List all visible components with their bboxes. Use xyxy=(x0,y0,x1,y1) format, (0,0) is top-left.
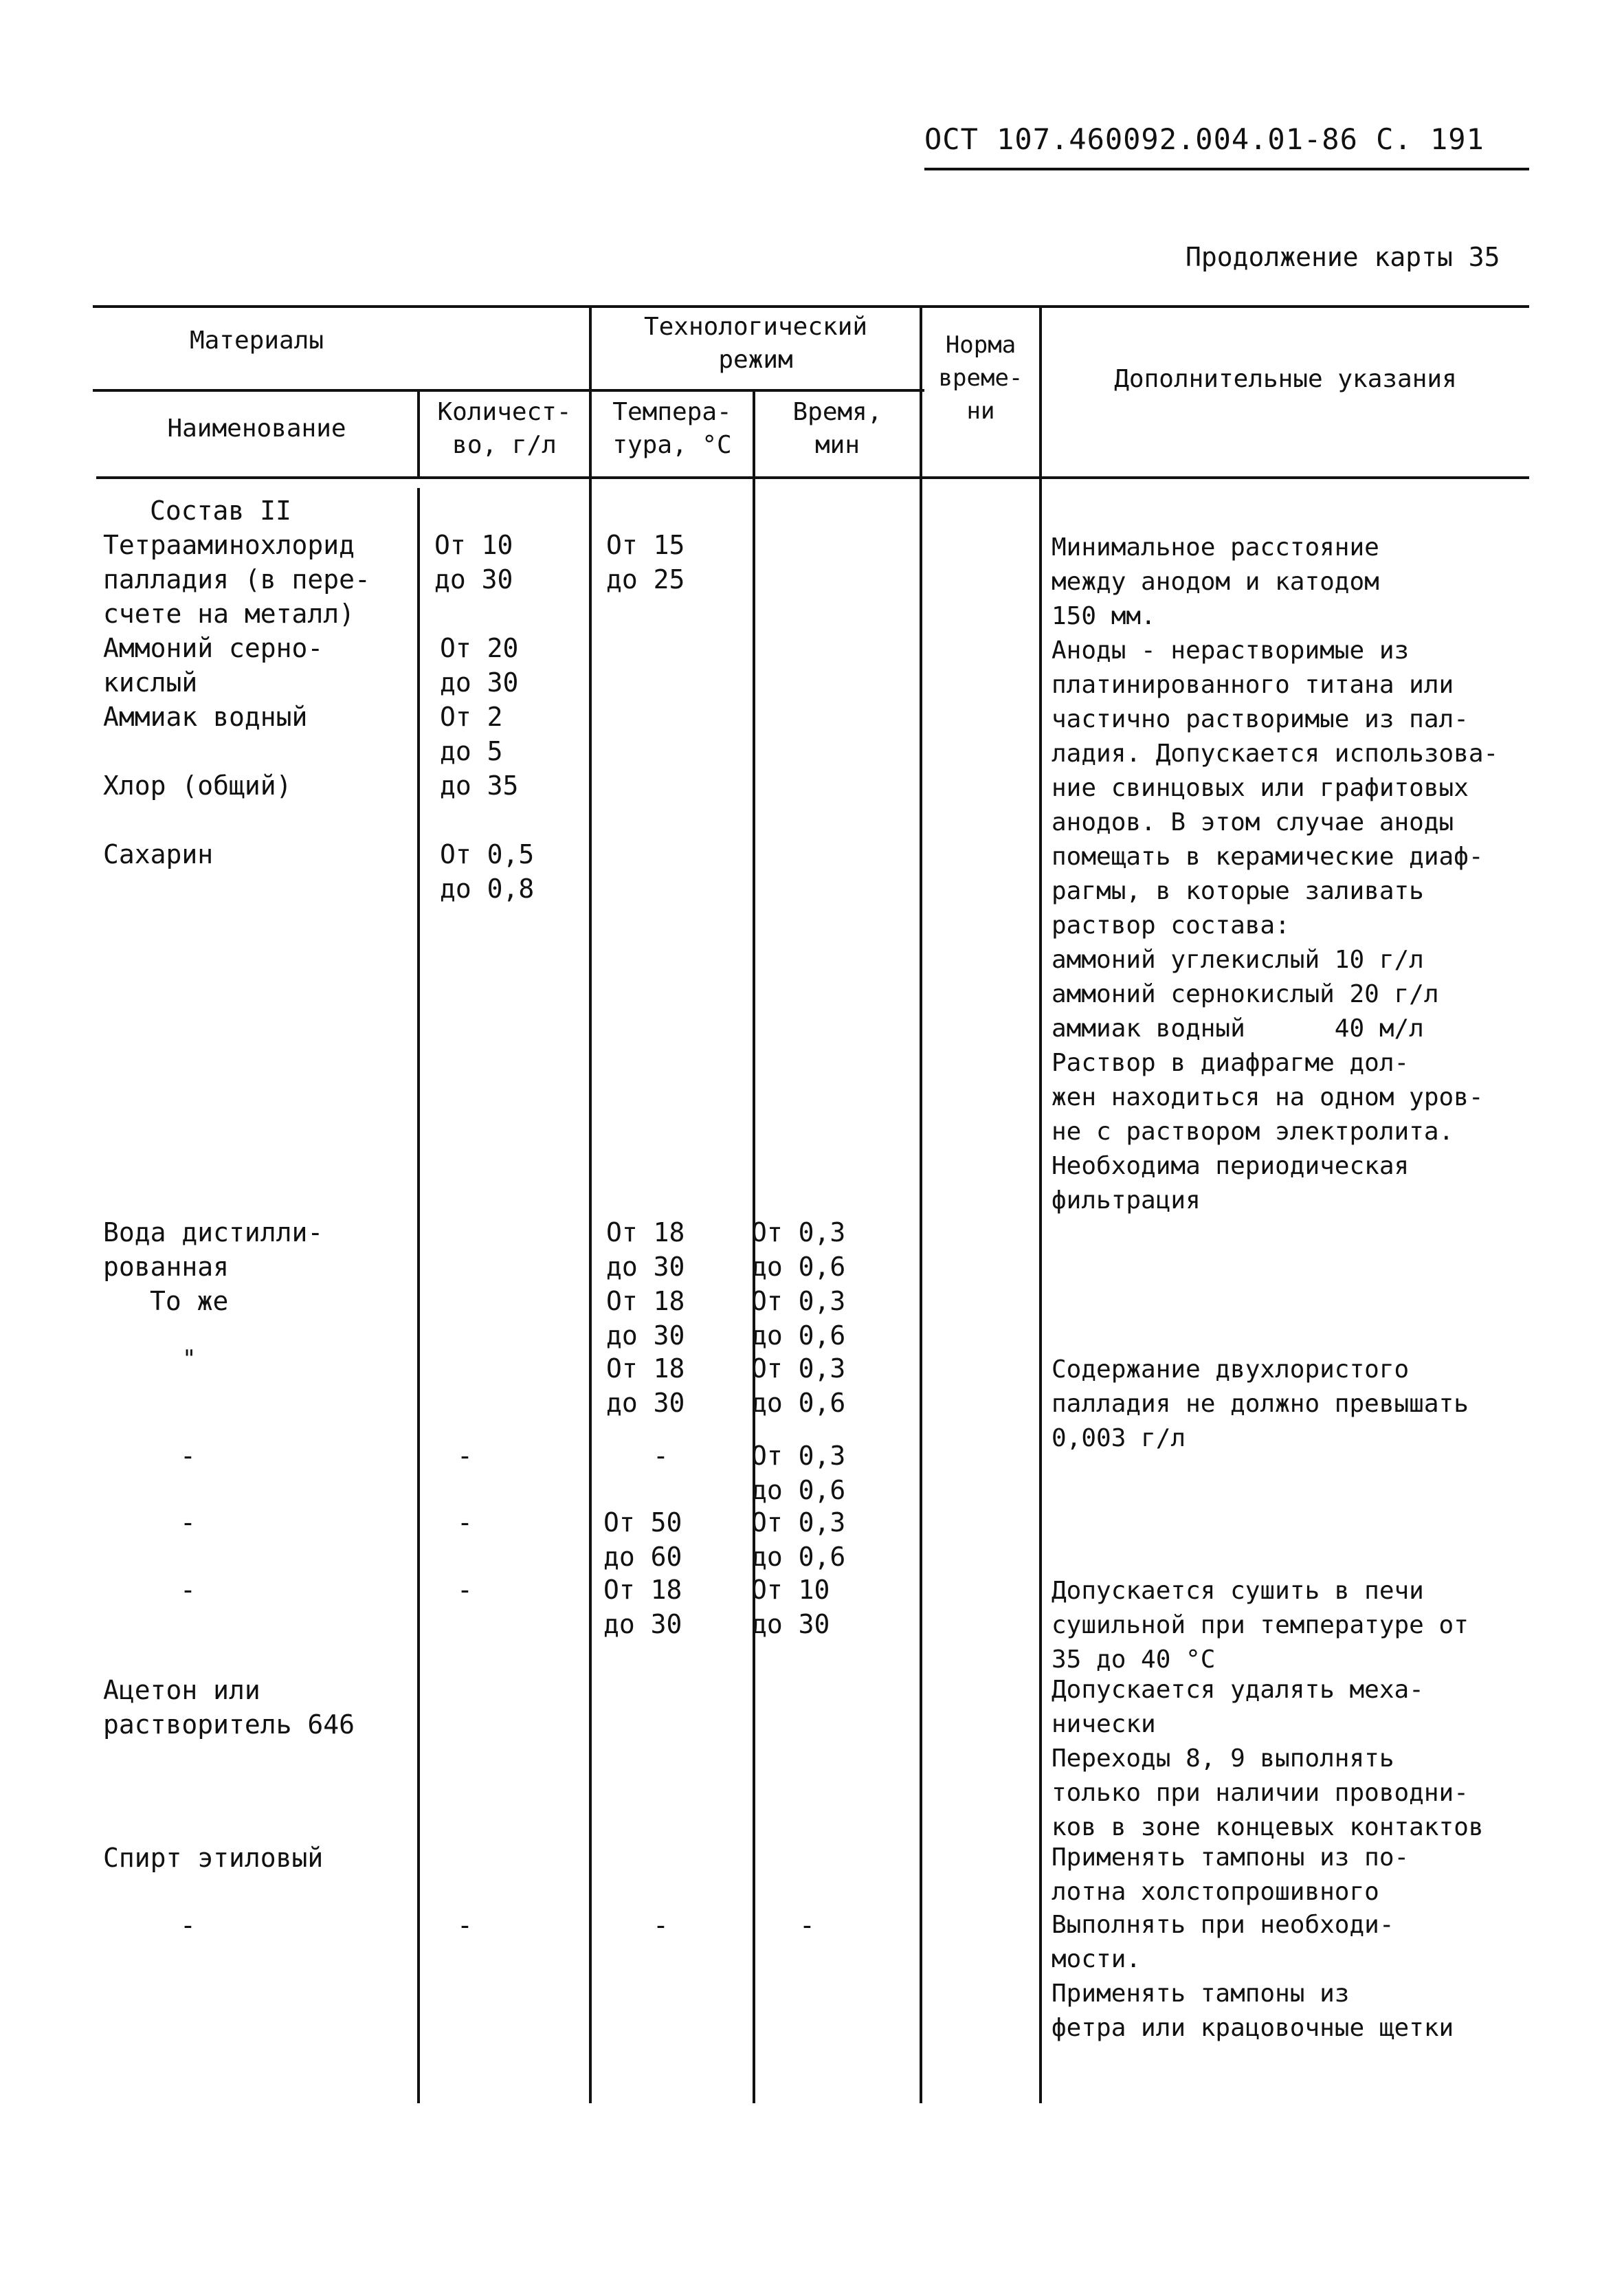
cell-quantity: От 20 до 30 xyxy=(440,633,519,698)
cell-quantity: От 2 до 5 xyxy=(440,702,503,766)
cell-name: Спирт этиловый xyxy=(103,1843,324,1873)
cell-notes: Минимальное расстояние между анодом и катодом 150 мм. Аноды - нерастворимые из платинированного титана или частично растворимые из пал- ладия. Допускается использова- ние свинцовых или графитовых анодов. В этом случае аноды помещать в керамические диаф- рагмы, в которые заливать раствор состава: аммоний углекислый 10 г/л аммоний сернокислый 20 г/л аммиак водный 40 м/л Раствор в диафрагме дол- жен находиться на одном уров- не с раствором электролита. Необходима периодическая фильтрация xyxy=(1052,533,1499,1215)
header-temperature: Темпера- тура, °С xyxy=(612,398,732,459)
document-code: ОСТ 107.460092.004.01-86 С. 191 xyxy=(924,122,1484,156)
cell-time: От 0,3 до 0,6 xyxy=(751,1507,846,1572)
cell-notes: Применять тампоны из по- лотна холстопрошивного xyxy=(1052,1843,1410,1906)
cell-quantity: - xyxy=(457,1910,473,1940)
col-divider-5 xyxy=(920,305,922,2103)
header-underline xyxy=(924,168,1529,170)
cell-name: Аммиак водный xyxy=(103,702,308,732)
cell-temperature: От 18 до 30 xyxy=(606,1217,685,1282)
header-time: Время, мин xyxy=(792,398,882,459)
cell-notes: Выполнять при необходи- мости. Применять тампоны из фетра или крацовочные щетки xyxy=(1052,1911,1454,2042)
cell-name: - xyxy=(180,1507,196,1538)
col-divider-6 xyxy=(1039,305,1042,2103)
header-materials: Материалы xyxy=(189,326,324,355)
cell-temperature: От 18 до 30 xyxy=(606,1286,685,1351)
cell-name: Сахарин xyxy=(103,839,214,869)
cell-temperature: От 18 до 30 xyxy=(606,1353,685,1418)
col-divider-2 xyxy=(417,488,420,2103)
header-extra-instructions: Дополнительные указания xyxy=(1114,365,1457,393)
cell-temperature: - xyxy=(653,1910,669,1940)
cell-temperature: - xyxy=(653,1441,669,1471)
cell-time: От 10 до 30 xyxy=(751,1575,830,1639)
cell-time: - xyxy=(799,1910,815,1940)
cell-quantity: до 35 xyxy=(440,770,519,801)
cell-time: От 0,3 до 0,6 xyxy=(751,1286,846,1351)
cell-name: Вода дистилли- рованная xyxy=(103,1217,324,1282)
cell-name: Состав II xyxy=(150,496,291,526)
cell-temperature: От 15 до 25 xyxy=(606,530,685,595)
cell-time: От 0,3 до 0,6 xyxy=(751,1217,846,1282)
cell-name: Ацетон или растворитель 646 xyxy=(103,1675,355,1740)
header-tech-mode: Технологический режим xyxy=(643,313,868,374)
cell-quantity: От 0,5 до 0,8 xyxy=(440,839,535,904)
cell-name: " xyxy=(182,1345,197,1373)
cell-temperature: От 18 до 30 xyxy=(603,1575,682,1639)
cell-quantity: - xyxy=(457,1441,473,1471)
header-name: Наименование xyxy=(167,414,346,443)
cell-name: То же xyxy=(150,1286,229,1316)
header-norm-time: Норма време- ни xyxy=(938,331,1023,425)
cell-name: - xyxy=(180,1441,196,1471)
continuation-label: Продолжение карты 35 xyxy=(1186,242,1500,272)
cell-quantity: От 10 до 30 xyxy=(434,530,513,595)
cell-notes: Содержание двухлористого палладия не должно превышать 0,003 г/л xyxy=(1052,1355,1469,1452)
cell-notes: Допускается сушить в печи сушильной при температуре от 35 до 40 °С xyxy=(1052,1577,1469,1674)
cell-name: - xyxy=(180,1575,196,1605)
cell-temperature: От 50 до 60 xyxy=(603,1507,682,1572)
cell-time: От 0,3 до 0,6 xyxy=(751,1441,846,1505)
cell-notes: Допускается удалять меха- нически Переходы 8, 9 выполнять только при наличии проводни- ков в зоне концевых контактов xyxy=(1052,1676,1484,1841)
header-subdivider xyxy=(93,389,924,392)
header-bottom-border xyxy=(96,476,1529,479)
col-divider-3 xyxy=(589,305,592,2103)
cell-quantity: - xyxy=(457,1575,473,1605)
table-top-border xyxy=(93,305,1529,308)
cell-time: От 0,3 до 0,6 xyxy=(751,1353,846,1418)
cell-name: Тетрааминохлорид палладия (в пере- счете на металл) xyxy=(103,530,370,629)
cell-name: Хлор (общий) xyxy=(103,770,292,801)
cell-name: Аммоний серно- кислый xyxy=(103,633,324,698)
header-quantity: Количест- во, г/л xyxy=(437,398,572,459)
cell-name: - xyxy=(180,1910,196,1940)
cell-quantity: - xyxy=(457,1507,473,1538)
